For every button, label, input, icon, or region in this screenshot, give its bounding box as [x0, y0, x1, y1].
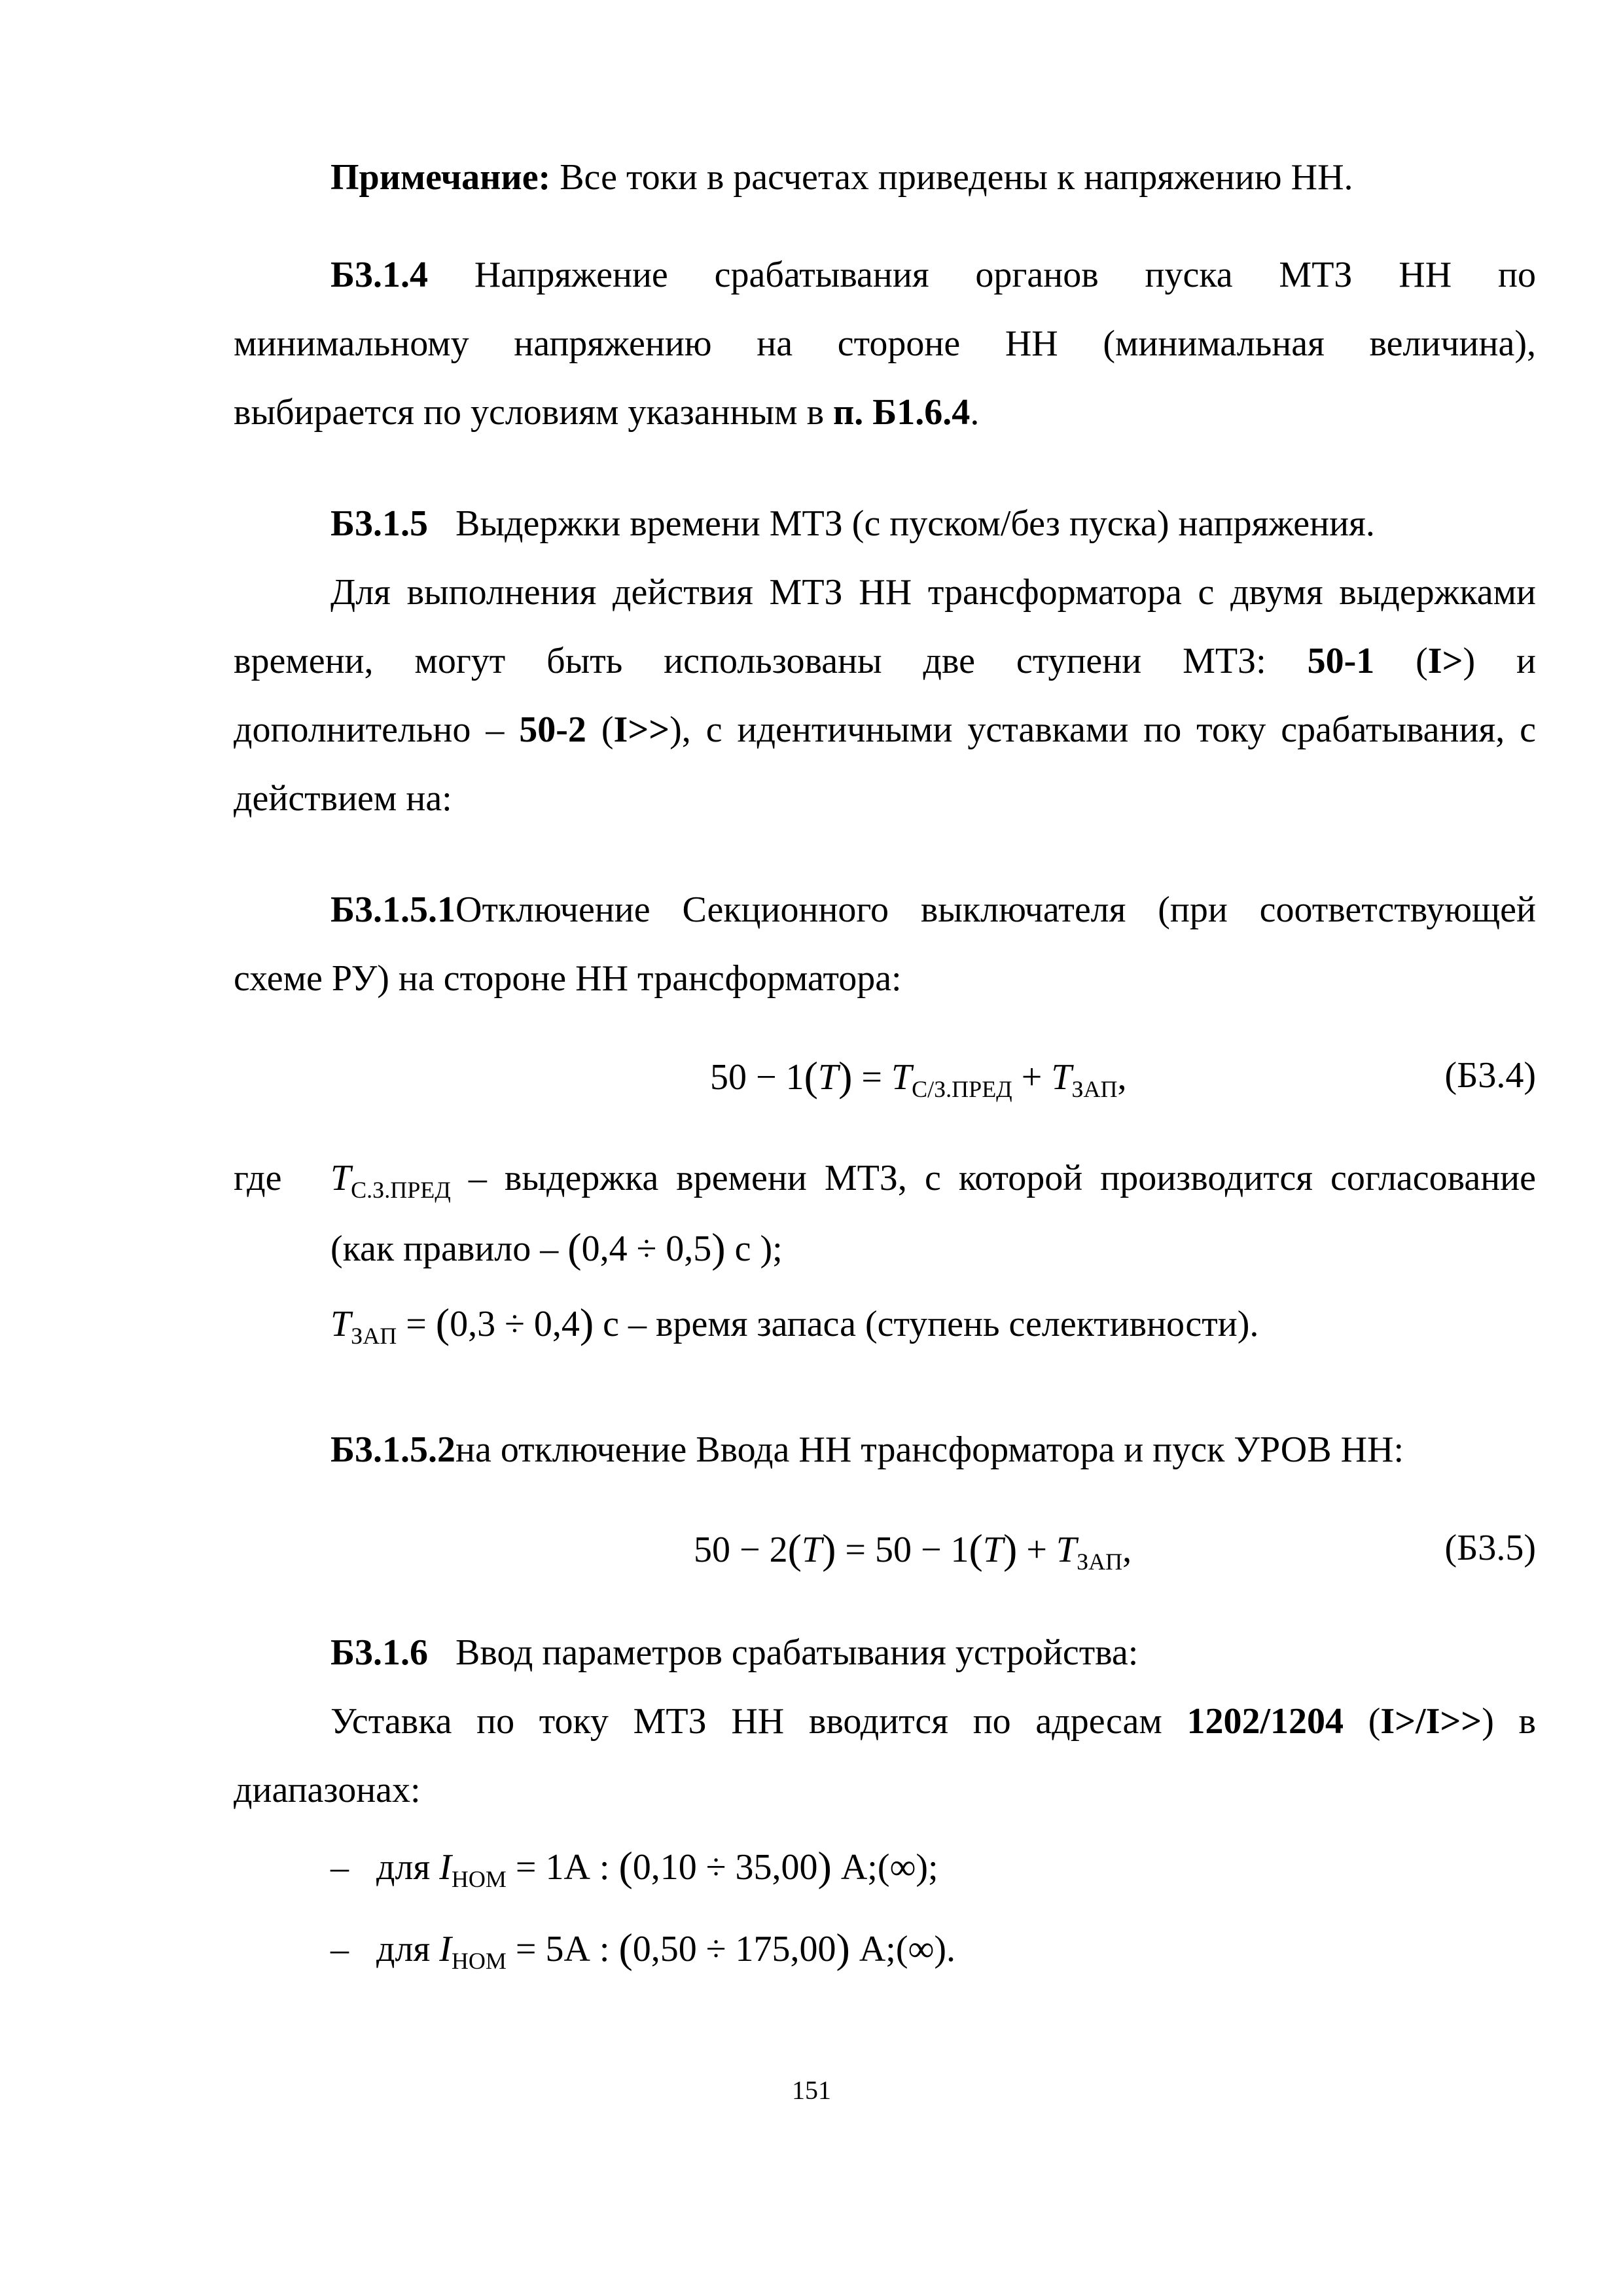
- section-number: Б3.1.4: [330, 255, 429, 295]
- s315-p4: действием на:: [234, 778, 452, 819]
- note-label: Примечание:: [330, 157, 551, 198]
- list-item: – для $I_{НОМ} = 5А$ : (0,50 ÷ 175,00) А;(∞).: [330, 1925, 956, 1974]
- s3151-line1: Б3.1.5.1Отключение Секционного выключателя (при соответствующей: [330, 889, 1536, 930]
- s315-p3: дополнительно – 50-2 (I>>), с идентичными уставками по току срабатывания, с: [234, 709, 1536, 750]
- equation-label: (Б3.4): [1444, 1055, 1536, 1096]
- s316-p2: диапазонах:: [234, 1770, 421, 1810]
- section-number: Б3.1.5.1: [330, 889, 456, 930]
- s314-line2: минимальному напряжению на стороне НН (минимальная величина),: [234, 323, 1536, 364]
- s314-line3: выбирается по условиям указанным в п. Б1.6.4.: [234, 392, 980, 433]
- note-text: Все токи в расчетах приведены к напряжению НН.: [550, 157, 1353, 198]
- equation-b3-4: $50 - 1(T) = T_{С/З.ПРЕД} + T_{ЗАП}$,: [710, 1053, 1127, 1102]
- s3152-line: Б3.1.5.2на отключение Ввода НН трансформатора и пуск УРОВ НН:: [330, 1429, 1404, 1470]
- page-number: 151: [792, 2075, 831, 2105]
- where-item-1: $T_{С.З.ПРЕД}$ – выдержка времени МТЗ, с которой производится согласование: [330, 1158, 1536, 1203]
- where-item-2: $T_{ЗАП} = (0,3 \div 0,4)$ с – время запаса (ступень селективности).: [330, 1300, 1259, 1349]
- equation-label: (Б3.5): [1444, 1528, 1536, 1568]
- where-item-1-cont: (как правило – (0,4 ÷ 0,5) с );: [330, 1225, 783, 1271]
- section-title: Ввод параметров срабатывания устройства:: [455, 1632, 1139, 1673]
- s315-p2: времени, могут быть использованы две ступени МТЗ: 50-1 (I>) и: [234, 641, 1536, 681]
- section-title: Выдержки времени МТЗ (с пуском/без пуска) напряжения.: [455, 503, 1375, 544]
- s315-heading: [330, 501, 1375, 547]
- section-number: Б3.1.5: [330, 503, 429, 544]
- list-item: – для $I_{НОМ} = 1А$ : (0,10 ÷ 35,00) А;(∞);: [330, 1843, 938, 1892]
- s3151-line2: схеме РУ) на стороне НН трансформатора:: [234, 958, 902, 999]
- section-number: Б3.1.6: [330, 1632, 429, 1673]
- note-paragraph: [330, 154, 1353, 200]
- section-number: Б3.1.5.2: [330, 1429, 456, 1470]
- where-label: где: [234, 1158, 282, 1198]
- s315-p1: Для выполнения действия МТЗ НН трансформатора с двумя выдержками: [330, 572, 1536, 613]
- equation-b3-5: $50 - 2(T) = 50 - 1(T) + T_{ЗАП}$,: [694, 1526, 1132, 1575]
- s316-heading: [330, 1630, 1138, 1676]
- cross-reference: п. Б1.6.4: [833, 392, 971, 433]
- s314-line1: Б3.1.4 Напряжение срабатывания органов пуска МТЗ НН по: [330, 255, 1537, 295]
- s316-p1: Уставка по току МТЗ НН вводится по адресам 1202/1204 (I>/I>>) в: [330, 1701, 1536, 1742]
